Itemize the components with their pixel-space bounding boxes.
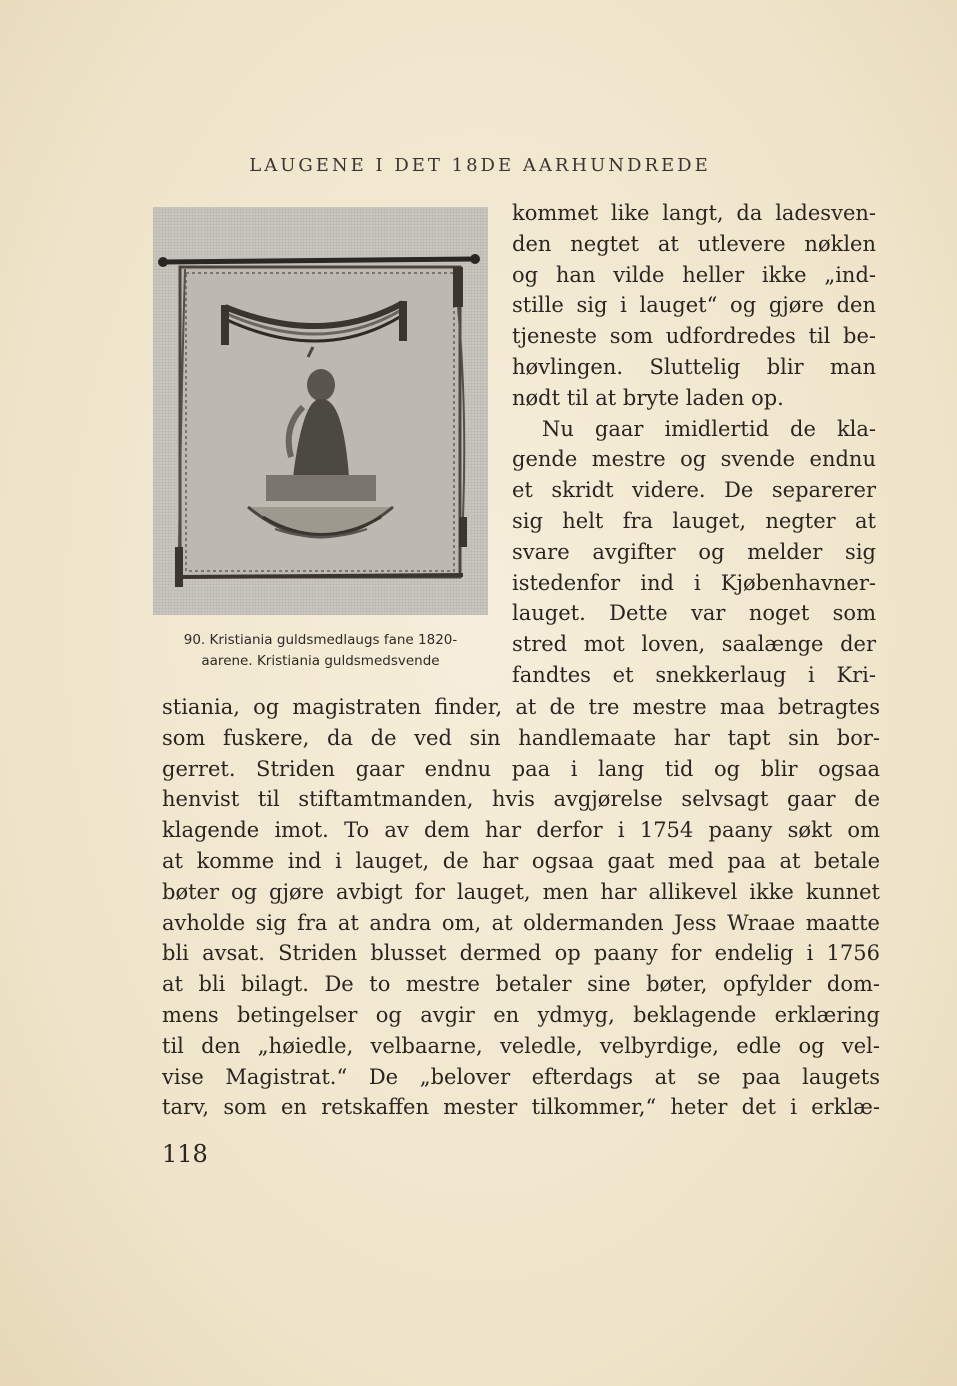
text-line: avholde sig fra at andra om, at oldermanden Jess Wraae maatte [162, 910, 880, 935]
text-line: tarv, som en retskaffen mester tilkommer,“ heter det i erklæ- [162, 1095, 880, 1120]
text-line: mens betingelser og avgir en ydmyg, beklagende erklæring [162, 1002, 880, 1027]
guild-banner-illustration [153, 207, 488, 615]
body-text-narrow-column [512, 198, 876, 691]
banner-photograph [153, 207, 488, 615]
text-line: stiania, og magistraten finder, at de tre mestre maa betragtes [162, 695, 880, 719]
text-line: et skridt videre. De separerer [512, 478, 876, 503]
text-line: og han vilde heller ikke „ind- [512, 262, 876, 287]
text-line: bøter og gjøre avbigt for lauget, men har allikevel ikke kunnet [162, 879, 880, 904]
text-line: lauget. Dette var noget som [512, 601, 876, 626]
text-line: henvist til stiftamtmanden, hvis avgjørelse selvsagt gaar de [162, 787, 880, 812]
text-line: Nu gaar imidlertid de kla- [542, 416, 876, 441]
text-line: fandtes et snekkerlaug i Kri- [512, 662, 876, 687]
running-head: LAUGENE I DET 18DE AARHUNDREDE [249, 155, 711, 176]
text-line: gerret. Striden gaar endnu paa i lang tid og blir ogsaa [162, 756, 880, 781]
text-line: vise Magistrat.“ De „belover efterdags at se paa laugets [162, 1064, 880, 1089]
text-line: som fuskere, da de ved sin handlemaate har tapt sin bor- [162, 725, 880, 750]
text-line: tjeneste som udfordredes til be- [512, 324, 876, 349]
text-line: nødt til at bryte laden op. [512, 385, 784, 410]
text-line: istedenfor ind i Kjøbenhavner- [512, 570, 876, 595]
text-line: høvlingen. Sluttelig blir man [512, 354, 876, 379]
text-line: klagende imot. To av dem har derfor i 1754 paany søkt om [162, 818, 880, 843]
text-line: stille sig i lauget“ og gjøre den [512, 293, 876, 318]
text-line: svare avgifter og melder sig [512, 539, 876, 564]
page-number: 118 [162, 1140, 208, 1168]
text-line: at komme ind i lauget, de har ogsaa gaat med paa at betale [162, 848, 880, 873]
text-line: stred mot loven, saalænge der [512, 632, 876, 657]
text-line: sig helt fra lauget, negter at [512, 508, 876, 533]
text-line: gende mestre og svende endnu [512, 447, 876, 472]
text-line: den negtet at utlevere nøklen [512, 231, 876, 256]
text-line: til den „høiedle, velbaarne, veledle, velbyrdige, edle og vel- [162, 1033, 880, 1058]
caption-line: 90. Kristiania guldsmedlaugs fane 1820- [183, 632, 458, 648]
text-line: kommet like langt, da ladesven- [512, 201, 876, 225]
figure-caption [153, 630, 488, 672]
text-line: at bli bilagt. De to mestre betaler sine bøter, opfylder dom- [162, 972, 880, 997]
text-line: bli avsat. Striden blusset dermed op paany for endelig i 1756 [162, 941, 880, 966]
caption-line: aarene. Kristiania guldsmedsvende [201, 653, 440, 669]
body-text-full-width [162, 692, 880, 1123]
